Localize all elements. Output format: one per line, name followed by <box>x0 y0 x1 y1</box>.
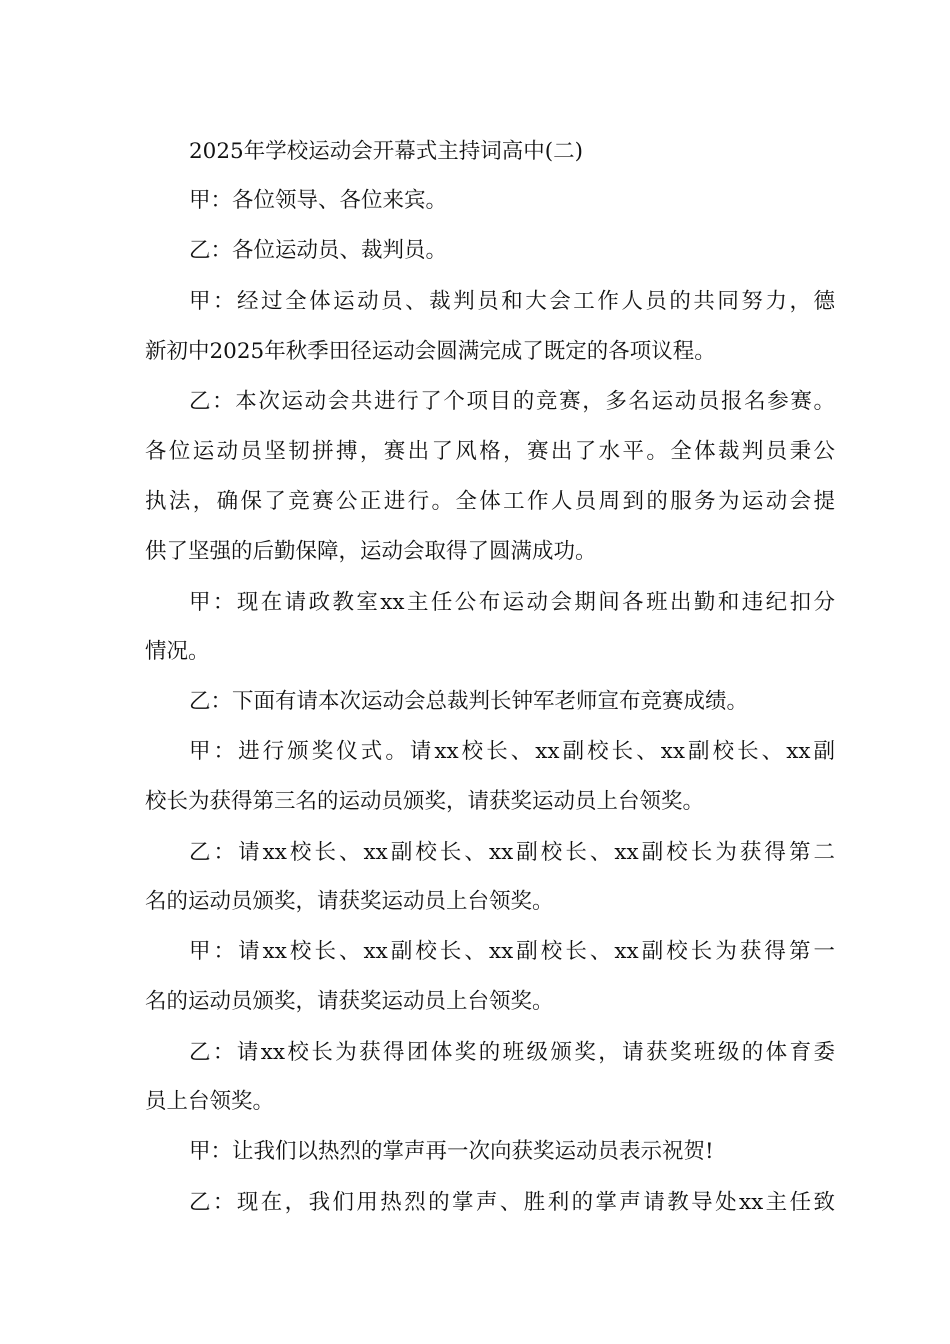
paragraph-line: 乙：各位运动员、裁判员。 <box>189 238 448 263</box>
paragraph-line: 乙：现在，我们用热烈的掌声、胜利的掌声请教导处xx主任致 <box>189 1190 835 1215</box>
paragraph-line: 名的运动员颁奖，请获奖运动员上台领奖。 <box>145 989 554 1014</box>
paragraph-line: 名的运动员颁奖，请获奖运动员上台领奖。 <box>145 889 554 914</box>
document-title: 2025年学校运动会开幕式主持词高中(二) <box>189 139 583 164</box>
paragraph-line: 情况。 <box>145 639 210 664</box>
paragraph-line: 甲：让我们以热烈的掌声再一次向获奖运动员表示祝贺! <box>189 1139 714 1164</box>
paragraph-line: 甲：各位领导、各位来宾。 <box>189 188 448 213</box>
paragraph-line: 乙：请xx校长、xx副校长、xx副校长、xx副校长为获得第二 <box>189 840 835 865</box>
paragraph-line: 执法，确保了竞赛公正进行。全体工作人员周到的服务为运动会提 <box>145 489 835 514</box>
paragraph-line: 甲：进行颁奖仪式。请xx校长、xx副校长、xx副校长、xx副 <box>189 739 835 764</box>
paragraph-line: 乙：下面有请本次运动会总裁判长钟军老师宣布竞赛成绩。 <box>189 689 749 714</box>
paragraph-line: 各位运动员坚韧拼搏，赛出了风格，赛出了水平。全体裁判员秉公 <box>145 439 835 464</box>
paragraph-line: 新初中2025年秋季田径运动会圆满完成了既定的各项议程。 <box>145 339 716 364</box>
paragraph-line: 甲：现在请政教室xx主任公布运动会期间各班出勤和违纪扣分 <box>189 590 835 615</box>
paragraph-line: 乙：请xx校长为获得团体奖的班级颁奖，请获奖班级的体育委 <box>189 1040 835 1065</box>
paragraph-line: 供了坚强的后勤保障，运动会取得了圆满成功。 <box>145 539 597 564</box>
paragraph-line: 校长为获得第三名的运动员颁奖，请获奖运动员上台领奖。 <box>145 789 705 814</box>
paragraph-line: 甲：经过全体运动员、裁判员和大会工作人员的共同努力，德 <box>189 289 835 314</box>
paragraph-line: 员上台领奖。 <box>145 1089 275 1114</box>
paragraph-line: 乙：本次运动会共进行了个项目的竞赛，多名运动员报名参赛。 <box>189 389 835 414</box>
paragraph-line: 甲：请xx校长、xx副校长、xx副校长、xx副校长为获得第一 <box>189 939 835 964</box>
